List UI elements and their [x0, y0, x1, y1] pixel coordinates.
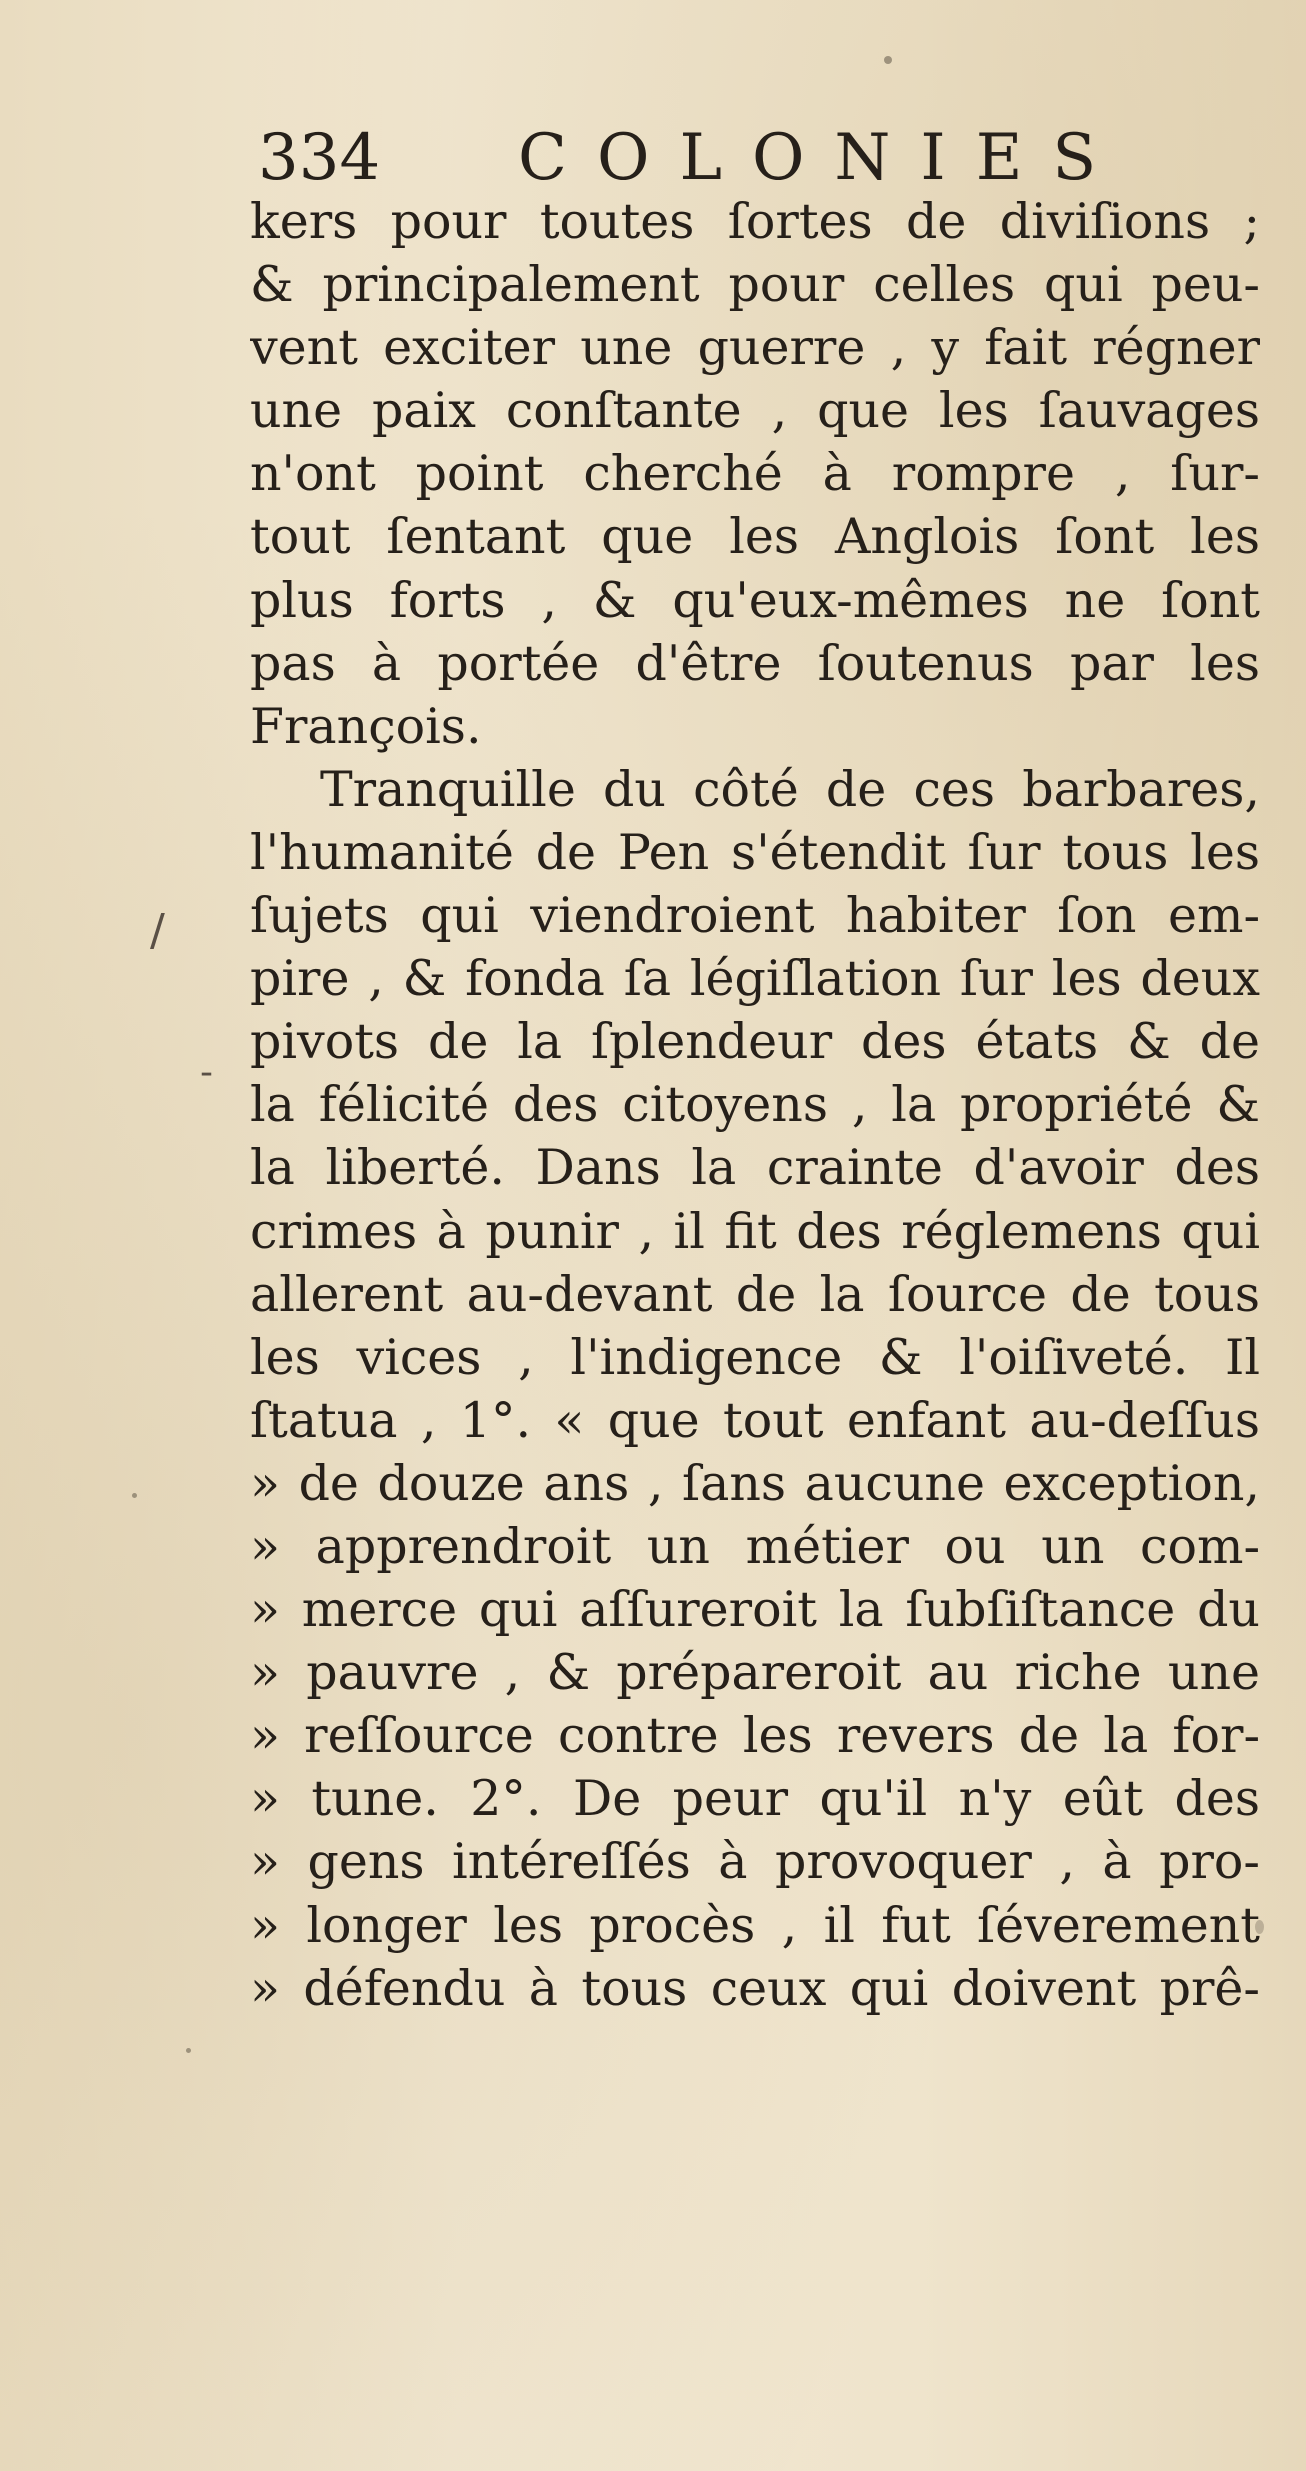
text-line: plus forts , & qu'eux-mêmes ne ſont: [250, 571, 1260, 629]
text-line: » tune. 2°. De peur qu'il n'y eût des: [250, 1770, 1260, 1828]
ink-speck-bottom: [186, 2048, 191, 2053]
text-line: » de douze ans , ſans aucune exception,: [250, 1454, 1260, 1512]
text-line: la félicité des citoyens , la propriété &: [250, 1076, 1260, 1134]
text-line: l'humanité de Pen s'étendit ſur tous les: [250, 823, 1260, 881]
text-line: » pauvre , & prépareroit au riche une: [250, 1644, 1260, 1702]
text-line: allerent au-devant de la ſource de tous: [250, 1265, 1260, 1323]
text-line: » gens intéreſſés à provoquer , à pro-: [250, 1833, 1260, 1891]
text-line: » défendu à tous ceux qui doivent prê-: [250, 1959, 1260, 2017]
text-line: » apprendroit un métier ou un com-: [250, 1517, 1260, 1575]
text-line: François.: [250, 697, 482, 755]
text-line: » longer les procès , il fut ſéverement: [250, 1896, 1260, 1954]
text-line: n'ont point cherché à rompre , ſur-: [250, 445, 1260, 503]
text-line: la liberté. Dans la crainte d'avoir des: [250, 1139, 1260, 1197]
text-line: kers pour toutes ſortes de diviſions ;: [250, 193, 1260, 250]
body-text: [250, 190, 1260, 2020]
text-line: » reſſource contre les revers de la for-: [250, 1707, 1260, 1765]
ink-speck-top: [884, 56, 892, 64]
ink-speck-left: [132, 1493, 137, 1498]
text-line: pivots de la ſplendeur des états & de: [250, 1013, 1260, 1071]
text-line: pas à portée d'être ſoutenus par les: [250, 634, 1260, 692]
text-line: une paix conſtante , que les ſauvages: [250, 382, 1260, 440]
text-line: pire , & fonda ſa légiſlation ſur les deux: [250, 950, 1260, 1008]
text-line: les vices , l'indigence & l'oiſiveté. Il: [250, 1328, 1260, 1386]
text-line: crimes à punir , il fit des réglemens qui: [250, 1202, 1260, 1260]
running-head: [258, 118, 1127, 198]
text-line: ſujets qui viendroient habiter ſon em-: [250, 887, 1260, 945]
margin-dash-mark: -: [200, 1052, 213, 1093]
page-number: 334: [258, 121, 381, 195]
running-title: COLONIES: [518, 121, 1127, 195]
text-line: & principalement pour celles qui peu-: [250, 256, 1260, 314]
margin-slash-mark: /: [150, 905, 165, 956]
text-line: tout ſentant que les Anglois ſont les: [250, 508, 1260, 566]
text-line: » merce qui aſſureroit la ſubſiſtance du: [250, 1581, 1260, 1639]
text-line: vent exciter une guerre , y fait régner: [250, 319, 1260, 377]
text-line: ſtatua , 1°. « que tout enfant au-deſſus: [250, 1391, 1260, 1449]
paragraph-start-line: Tranquille du côté de ces barbares,: [320, 760, 1260, 818]
